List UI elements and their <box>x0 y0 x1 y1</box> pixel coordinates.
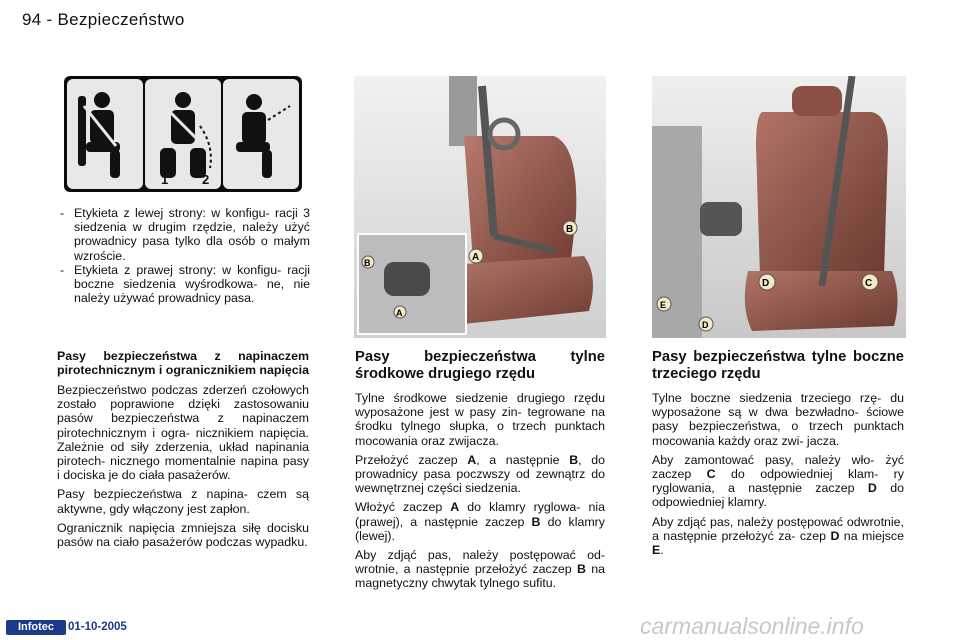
section-rear-center-p1: Tylne środkowe siedzenie drugiego rzędu wyposażone jest w pasy zin- tegrowane na środku tylnego słupka, o trzech punktach mocowania oraz zwijacza. <box>355 391 605 448</box>
pictogram-note-left-text: Etykieta z lewej strony: w konfigu- racji 3 siedzenia w drugim rzędzie, należy użyć prowadnicy pasa tylko dla osób o małym wzroście. <box>74 206 310 263</box>
section-rear-center-p4: Aby zdjąć pas, należy postępować od- wrotnie, a następnie przełożyć zaczep B na magnetyczny chwytak tylnego sufitu. <box>355 548 605 591</box>
pictogram-note-right: - Etykieta z prawej strony: w konfigu- racji boczne siedzenia wyśrodkowa- ne, nie należy używać prowadnicy pasa. <box>60 262 310 306</box>
photo-middle-seat <box>354 76 606 338</box>
photo-middle-label-b: B <box>566 224 574 235</box>
section-rear-center-p3: Włożyć zaczep A do klamry ryglowa- nia (prawej), a następnie zaczep B do klamry (lewej). <box>355 500 605 543</box>
section-third-row-p1: Tylne boczne siedzenia trzeciego rzę- du wyposażone są w dwa bezwładno- ściowe pasy bezpieczeństwa, o trzech punktach mocowania każdy oraz zwi- jacza. <box>652 391 904 448</box>
photo-right-label-e: E <box>660 300 667 310</box>
section-pretensioner-p1: Bezpieczeństwo podczas zderzeń czołowych zostało poprawione dzięki zastosowaniu pasów bezpieczeństwa z napinaczem pirotechnicznym i ogra- nicznikiem napięcia. Zależnie od siły zderzenia, układ napinania pirotech- nicznego momentalnie napina pasy i dociska je do ciała pasażerów. <box>57 383 309 483</box>
header-separator: - <box>46 10 53 29</box>
seatbelt-pictogram-label <box>64 76 302 192</box>
seatbelt-pictogram-graphic <box>64 76 302 192</box>
section-third-row-heading: Pasy bezpieczeństwa tylne boczne trzeciego rzędu <box>652 349 904 382</box>
section-third-row-belts <box>652 349 904 562</box>
photo-right-label-c: C <box>865 278 873 289</box>
watermark: carmanualsonline.info <box>640 613 864 639</box>
third-row-seat-back-shape <box>756 112 888 276</box>
section-pretensioner-p2: Pasy bezpieczeństwa z napina- czem są aktywne, gdy włączony jest zapłon. <box>57 487 309 516</box>
section-pretensioner-heading: Pasy bezpieczeństwa z napinaczem pirotechnicznym i ogranicznikiem napięcia <box>57 349 310 377</box>
section-pretensioner-p3: Ogranicznik napięcia zmniejsza siłę docisku pasów na ciało pasażerów podczas wypadku. <box>57 520 309 550</box>
inset-label-b: B <box>364 258 371 268</box>
footer-date: 01-10-2005 <box>68 621 127 633</box>
section-rear-center-belts <box>355 349 605 596</box>
photo-right-label-d2: D <box>702 320 709 330</box>
headrest-shape <box>792 86 842 116</box>
third-row-illustration <box>652 76 906 338</box>
section-rear-center-p2: Przełożyć zaczep A, a następnie B, do prowadnicy pasa poczwszy od zewnątrz do wewnętrznej części siedzenia. <box>355 452 606 496</box>
page-number: 94 <box>22 10 42 29</box>
photo-middle-label-a: A <box>472 252 480 263</box>
pictogram-notes <box>60 206 310 305</box>
pictogram-label-1: 1 <box>161 172 169 187</box>
section-pretensioner <box>57 349 309 554</box>
infotec-badge: Infotec <box>6 620 66 635</box>
belt-holder-shape <box>700 202 742 236</box>
pictogram-note-left: - Etykieta z lewej strony: w konfigu- racji 3 siedzenia w drugim rzędzie, należy użyć prowadnicy pasa tylko dla osób o małym wzroście. <box>60 206 310 263</box>
inset-label-a: A <box>396 308 403 318</box>
section-third-row-p3: Aby zdjąć pas, należy postępować odwrotnie, a następnie przełożyć za- czep D na miejsce E. <box>652 514 905 558</box>
page-header <box>22 10 185 30</box>
photo-third-row-seats <box>652 76 906 338</box>
middle-seat-illustration <box>354 76 606 338</box>
photo-right-label-d: D <box>762 278 770 289</box>
pictogram-note-right-text: Etykieta z prawej strony: w konfigu- racji boczne siedzenia wyśrodkowa- ne, nie należy używać prowadnicy pasa. <box>74 262 310 306</box>
page-title: Bezpieczeństwo <box>57 10 185 29</box>
pictogram-label-2: 2 <box>202 172 210 187</box>
section-rear-center-heading: Pasy bezpieczeństwa tylne środkowe drugiego rzędu <box>355 349 605 382</box>
section-third-row-p2: Aby zamontować pasy, należy wło- żyć zaczep C do odpowiedniej klam- ry ryglowania, a następnie zaczep D do odpowiedniej klamry. <box>652 452 904 510</box>
pillar-shape <box>449 76 477 146</box>
